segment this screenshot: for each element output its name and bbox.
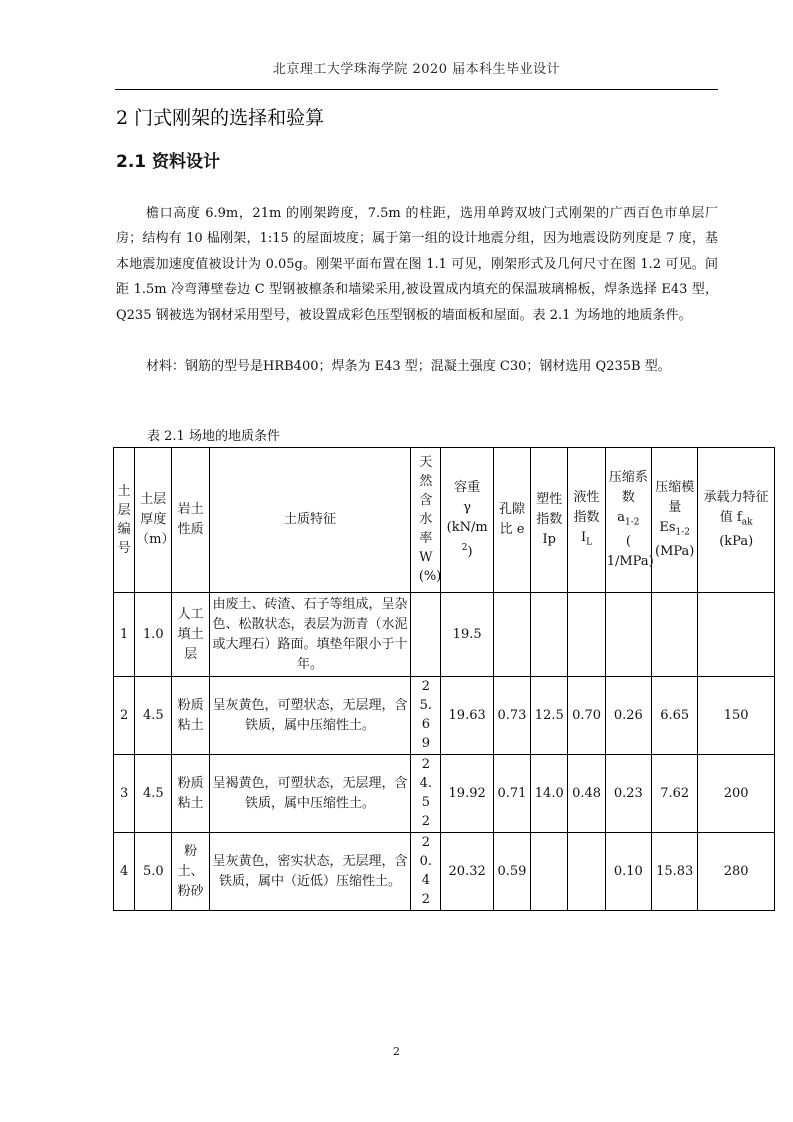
table-row (114, 833, 775, 911)
cell-compress-mod: 15.83 (652, 833, 698, 911)
cell-liquidity (568, 593, 605, 677)
cell-features: 呈灰黄色，可塑状态，无层理，含铁质，属中压缩性土。 (209, 677, 411, 755)
header-compress-mod: 压缩模量 $Es_{1-2}$ (MPa) (652, 448, 698, 593)
cell-layer-no: 1 (114, 593, 135, 677)
running-header: 北京理工大学珠海学院 2020 届本科生毕业设计 (272, 62, 561, 77)
cell-void-ratio: 0.71 (493, 755, 530, 833)
header-plasticity: 塑性指数 Ip (531, 448, 568, 593)
cell-thickness: 4.5 (135, 677, 172, 755)
cell-rock-type: 人工填土层 (172, 593, 209, 677)
cell-water-content (411, 593, 441, 677)
cell-thickness: 1.0 (135, 593, 172, 677)
cell-layer-no: 2 (114, 677, 135, 755)
body-paragraph: 檐口高度 6.9m，21m 的刚架跨度，7.5m 的柱距，选用单跨双坡门式刚架的广西百色市单层厂房；结构有 10 榀刚架，1:15 的屋面坡度；属于第一组的设计地震分组，因为地震设防列度是 7 度，基本地震加速度值被设计为 0.05g。刚架平面布置在图 1.1 可见，刚架形式及几何尺寸在图 1.2 可见。间距 1.5m 冷弯薄壁卷边 C 型钢被檩条和墙梁采用,被设置成内填充的保温玻璃棉板，焊条选择 E43 型，Q235 钢被选为钢材采用型号，被设置成彩色压型钢板的墙面板和屋面。表 2.1 为场地的地质条件。 (116, 206, 718, 323)
cell-features: 呈褐黄色，可塑状态，无层理，含铁质，属中压缩性土。 (209, 755, 411, 833)
cell-rock-type: 粉质粘土 (172, 677, 209, 755)
geology-table (113, 447, 775, 911)
section-title: 2.1 资料设计 (116, 152, 221, 172)
cell-bearing: 200 (698, 755, 775, 833)
table-header-row (114, 448, 775, 593)
cell-features: 呈灰黄色，密实状态，无层理，含铁质，属中（近低）压缩性土。 (209, 833, 411, 911)
cell-water-content: 24.52 (411, 755, 441, 833)
cell-thickness: 4.5 (135, 755, 172, 833)
header-features: 土质特征 (209, 448, 411, 593)
cell-compress-mod: 7.62 (652, 755, 698, 833)
table-row (114, 593, 775, 677)
cell-unit-weight: 19.63 (441, 677, 493, 755)
cell-thickness: 5.0 (135, 833, 172, 911)
cell-void-ratio (493, 593, 530, 677)
header-compress-coef: 压缩系数 $a_{1-2}$ ( 1/MPa) (605, 448, 651, 593)
cell-compress-mod (652, 593, 698, 677)
cell-compress-coef: 0.10 (605, 833, 651, 911)
cell-void-ratio: 0.59 (493, 833, 530, 911)
cell-unit-weight: 20.32 (441, 833, 493, 911)
chapter-title: 2 门式刚架的选择和验算 (116, 107, 325, 129)
header-void-ratio: 孔隙比 e (493, 448, 530, 593)
cell-plasticity: 14.0 (531, 755, 568, 833)
header-bearing: 承载力特征值 $f_{ak}$ (kPa) (698, 448, 775, 593)
cell-liquidity (568, 833, 605, 911)
cell-unit-weight: 19.5 (441, 593, 493, 677)
table-caption: 表 2.1 场地的地质条件 (147, 429, 280, 444)
header-unit-weight: 容重 γ (kN/m $^2$) (441, 448, 493, 593)
cell-unit-weight: 19.92 (441, 755, 493, 833)
header-water-content: 天然含水率W(%) (411, 448, 441, 593)
cell-compress-mod: 6.65 (652, 677, 698, 755)
cell-compress-coef: 0.23 (605, 755, 651, 833)
cell-liquidity: 0.48 (568, 755, 605, 833)
header-rule (115, 89, 718, 90)
cell-plasticity: 12.5 (531, 677, 568, 755)
cell-features: 由废土、砖渣、石子等组成，呈杂色、松散状态，表层为沥青（水泥或大理石）路面。填垫年限小于十年。 (209, 593, 411, 677)
cell-bearing: 280 (698, 833, 775, 911)
cell-compress-coef: 0.26 (605, 677, 651, 755)
cell-water-content: 25.69 (411, 677, 441, 755)
cell-plasticity (531, 833, 568, 911)
page-number: 2 (393, 1045, 400, 1058)
header-rock-type: 岩土性质 (172, 448, 209, 593)
cell-liquidity: 0.70 (568, 677, 605, 755)
cell-bearing (698, 593, 775, 677)
materials-paragraph: 材料：钢筋的型号是HRB400；焊条为 E43 型；混凝土强度 C30；钢材选用 Q235B 型。 (146, 359, 671, 374)
header-liquidity: 液性指数 $I_L$ (568, 448, 605, 593)
header-layer-no: 土层编号 (114, 448, 135, 593)
cell-layer-no: 3 (114, 755, 135, 833)
cell-rock-type: 粉质粘土 (172, 755, 209, 833)
header-thickness: 土层厚度（m） (135, 448, 172, 593)
cell-void-ratio: 0.73 (493, 677, 530, 755)
cell-layer-no: 4 (114, 833, 135, 911)
cell-rock-type: 粉土、粉砂 (172, 833, 209, 911)
cell-water-content: 20.42 (411, 833, 441, 911)
cell-plasticity (531, 593, 568, 677)
cell-bearing: 150 (698, 677, 775, 755)
cell-compress-coef (605, 593, 651, 677)
table-row (114, 755, 775, 833)
table-row (114, 677, 775, 755)
